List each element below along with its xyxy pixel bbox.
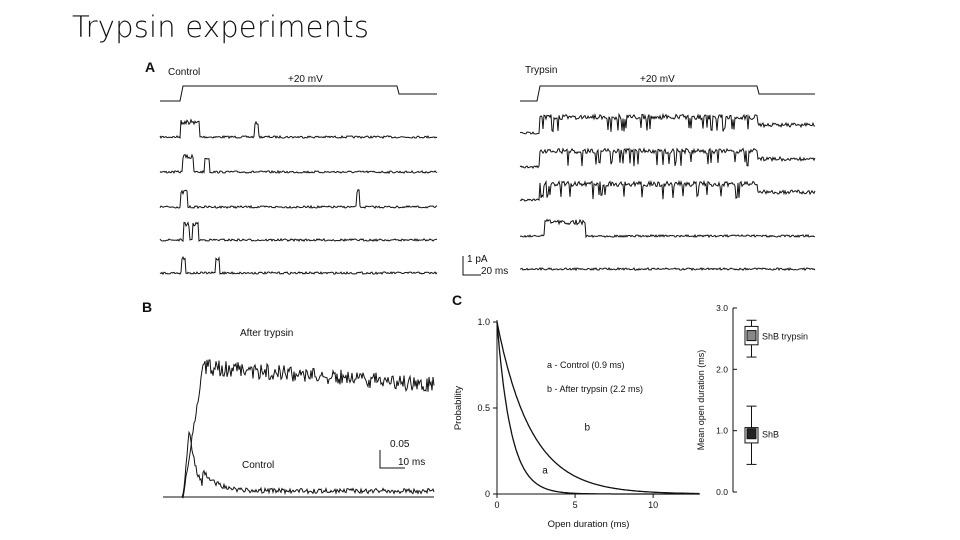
box-y-tick-label: 2.0 bbox=[716, 364, 728, 375]
y-tick-label: 1.0 bbox=[477, 317, 490, 327]
legend-entry: a - Control (0.9 ms) bbox=[547, 360, 625, 370]
scalebar-amplitude: 0.05 bbox=[390, 439, 410, 450]
panel-a-label: A bbox=[145, 59, 156, 75]
panel-a-scalebar bbox=[463, 254, 508, 277]
x-tick-label: 0 bbox=[494, 500, 500, 510]
scalebar-ms: 10 ms bbox=[398, 457, 426, 468]
box-label: ShB bbox=[762, 429, 780, 440]
box-y-axis-label: Mean open duration (ms) bbox=[696, 349, 706, 451]
box-shb-trypsin bbox=[745, 320, 808, 357]
control-trace bbox=[160, 120, 437, 138]
box-label: ShB trypsin bbox=[762, 331, 809, 342]
control-traces bbox=[160, 120, 437, 274]
control-trace bbox=[160, 223, 437, 242]
curve-label: b bbox=[584, 422, 591, 434]
trypsin-trace bbox=[520, 268, 815, 270]
mean-open-duration-boxplot bbox=[696, 303, 808, 497]
scalebar-time: 20 ms bbox=[481, 266, 509, 277]
trypsin-trace bbox=[520, 149, 815, 169]
panel-c-label: C bbox=[452, 292, 463, 308]
box-y-tick-label: 3.0 bbox=[716, 303, 728, 313]
after-trypsin-label: After trypsin bbox=[240, 328, 294, 339]
y-axis-label: Probability bbox=[453, 385, 464, 431]
control-trace bbox=[160, 155, 437, 174]
curve-label: a bbox=[542, 465, 548, 477]
median-marker bbox=[747, 429, 756, 439]
control-voltage-protocol bbox=[160, 86, 437, 101]
legend-entry: b - After trypsin (2.2 ms) bbox=[547, 384, 644, 394]
after-trypsin-trace bbox=[175, 360, 434, 498]
median-marker bbox=[747, 331, 756, 341]
x-tick-label: 10 bbox=[648, 500, 659, 510]
ensemble-traces bbox=[175, 360, 434, 498]
panel-b-scalebar bbox=[380, 439, 425, 468]
open-duration-distribution-chart bbox=[453, 317, 700, 530]
box-y-tick-label: 1.0 bbox=[716, 425, 728, 436]
trypsin-title: Trypsin bbox=[525, 65, 558, 76]
trypsin-trace bbox=[520, 220, 815, 238]
control-voltage-label: +20 mV bbox=[288, 74, 323, 85]
scalebar-current: 1 pA bbox=[467, 254, 488, 265]
control-trace-label: Control bbox=[242, 460, 275, 471]
trypsin-trace bbox=[520, 115, 815, 135]
box-shb bbox=[745, 406, 779, 464]
series-after-trypsin-curve bbox=[497, 322, 699, 494]
trypsin-trace bbox=[520, 182, 815, 202]
panel-b-label: B bbox=[142, 299, 153, 315]
slide-title: Trypsin experiments bbox=[72, 10, 370, 44]
series-control-curve bbox=[497, 322, 699, 494]
control-trace bbox=[160, 190, 437, 208]
box-y-tick-label: 0.0 bbox=[716, 487, 728, 497]
x-axis-label: Open duration (ms) bbox=[547, 519, 630, 530]
control-trace bbox=[160, 257, 437, 274]
trypsin-traces bbox=[520, 115, 815, 271]
y-tick-label: 0.5 bbox=[477, 403, 490, 413]
control-title: Control bbox=[168, 67, 201, 78]
trypsin-voltage-protocol bbox=[520, 86, 815, 101]
y-tick-label: 0 bbox=[484, 489, 490, 499]
x-tick-label: 5 bbox=[572, 500, 578, 510]
trypsin-voltage-label: +20 mV bbox=[640, 74, 675, 85]
